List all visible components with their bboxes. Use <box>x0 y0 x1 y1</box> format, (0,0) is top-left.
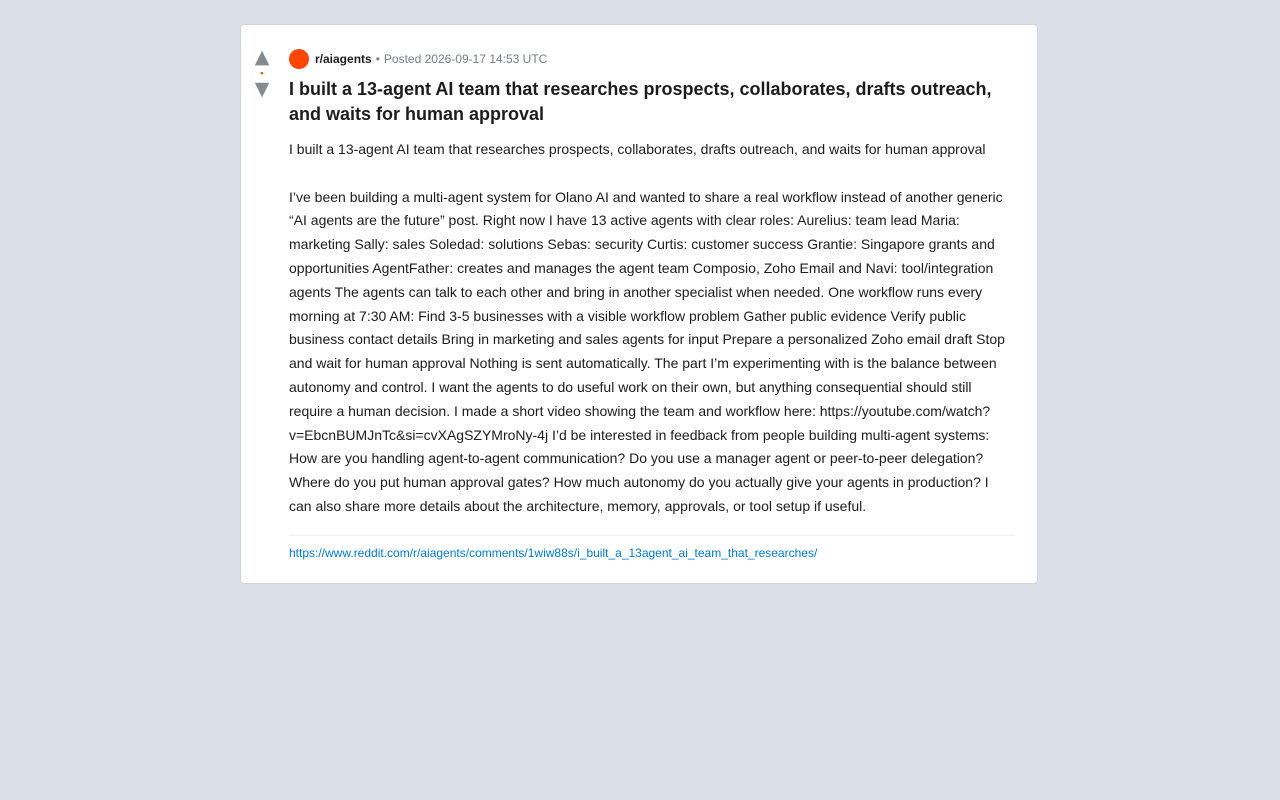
post-permalink[interactable]: https://www.reddit.com/r/aiagents/comments/1wiw88s/i_built_a_13agent_ai_team_that_researches/ <box>289 545 818 560</box>
upvote-icon[interactable]: ▲ <box>254 46 270 68</box>
divider <box>289 535 1015 536</box>
post-meta <box>289 49 1015 69</box>
post-title[interactable]: I built a 13-agent AI team that researches prospects, collaborates, drafts outreach, and waits for human approval <box>289 79 992 124</box>
post-card <box>240 24 1038 584</box>
downvote-icon[interactable]: ▼ <box>254 78 270 100</box>
vote-column <box>252 47 272 99</box>
meta-separator: • <box>375 52 380 66</box>
subreddit-name[interactable]: r/aiagents <box>315 52 372 66</box>
vote-score: • <box>260 68 264 78</box>
post-content <box>289 49 1015 561</box>
subreddit-avatar-icon[interactable] <box>289 49 309 69</box>
post-body: I built a 13-agent AI team that researches prospects, collaborates, drafts outreach, and waits for human approval I’ve been building a multi-agent system for Olano AI and wanted to share a real workflow instead of another generic “AI agents are the future” post. Right now I have 13 active agents with clear roles: Aurelius: team lead Maria: marketing Sally: sales Soledad: solutions Sebas: security Curtis: customer success Grantie: Singapore grants and opportunities AgentFather: creates and manages the agent team Composio, Zoho Email and Navi: tool/integration agents The agents can talk to each other and bring in another specialist when needed. One workflow runs every morning at 7:30 AM: Find 3-5 businesses with a visible workflow problem Gather public evidence Verify public business contact details Bring in marketing and sales agents for input Prepare a personalized Zoho email draft Stop and wait for human approval Nothing is sent automatically. The part I’m experimenting with is the balance between autonomy and control. I want the agents to do useful work on their own, but anything consequential should still require a human decision. I made a short video showing the team and workflow here: https://youtube.com/watch?v=EbcnBUMJnTc&si=cvXAgSZYMroNy-4j I’d be interested in feedback from people building multi-agent systems: How are you handling agent-to-agent communication? Do you use a manager agent or peer-to-peer delegation? Where do you put human approval gates? How much autonomy do you actually give your agents in production? I can also share more details about the architecture, memory, approvals, or tool setup if useful. <box>289 141 1005 514</box>
post-timestamp: Posted 2026-09-17 14:53 UTC <box>383 52 548 66</box>
